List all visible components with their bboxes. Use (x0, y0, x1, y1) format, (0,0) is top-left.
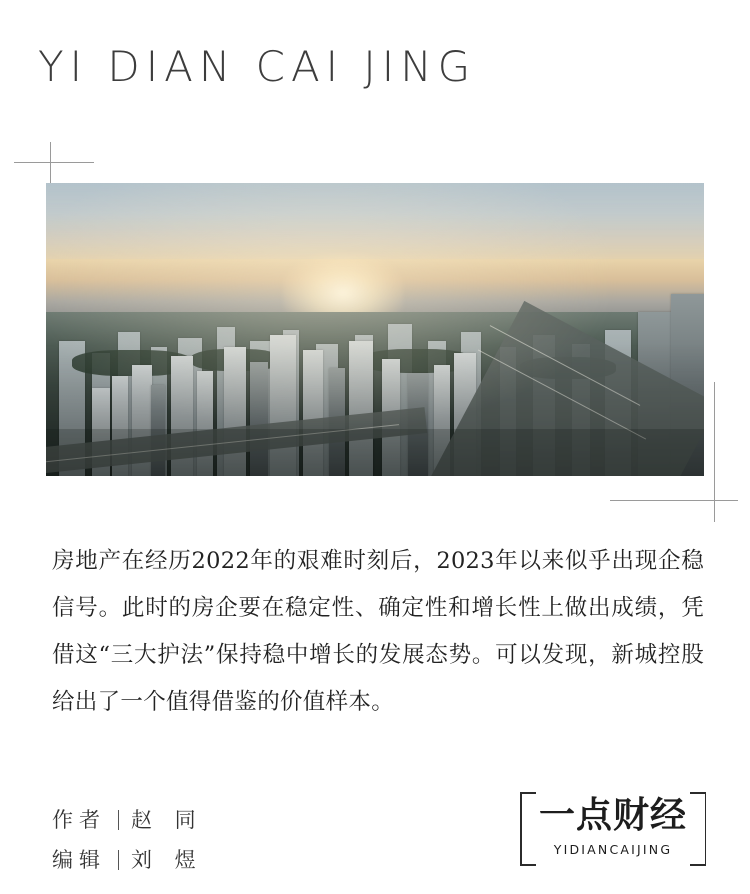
byline-divider (118, 810, 119, 830)
cross-horizontal-rule (14, 162, 94, 163)
logo-text-cn: 一点财经 (538, 795, 687, 836)
logo-bracket-right-bottom (690, 864, 706, 866)
author-name: 赵 同 (131, 808, 204, 832)
author-label: 作者 (52, 808, 106, 832)
hero-image (46, 183, 704, 476)
logo-text-en: YIDIANCAIJING (553, 842, 673, 857)
logo-bracket-right-top (690, 792, 706, 794)
editor-label: 编辑 (52, 848, 106, 872)
article-lede: 房地产在经历2022年的艰难时刻后，2023年以来似乎出现企稳信号。此时的房企要在稳定性、确定性和增长性上做出成绩，凭借这“三大护法”保持稳中增长的发展态势。可以发现，新城控股给出了一个值得借鉴的价值样本。 (52, 548, 704, 715)
page-title: YI DIAN CAI JING (38, 42, 477, 91)
cross-horizontal-rule (610, 500, 738, 501)
brand-logo (520, 790, 706, 882)
photo-tone-overlay (46, 183, 704, 476)
cross-vertical-rule (714, 382, 715, 522)
logo-bracket-left (520, 792, 522, 866)
logo-bracket-right (705, 792, 707, 866)
byline (52, 800, 204, 880)
byline-editor-row (52, 840, 204, 880)
logo-bracket-left-bottom (520, 864, 536, 866)
byline-divider (118, 850, 119, 870)
byline-author-row (52, 800, 204, 840)
editor-name: 刘 煜 (131, 848, 204, 872)
